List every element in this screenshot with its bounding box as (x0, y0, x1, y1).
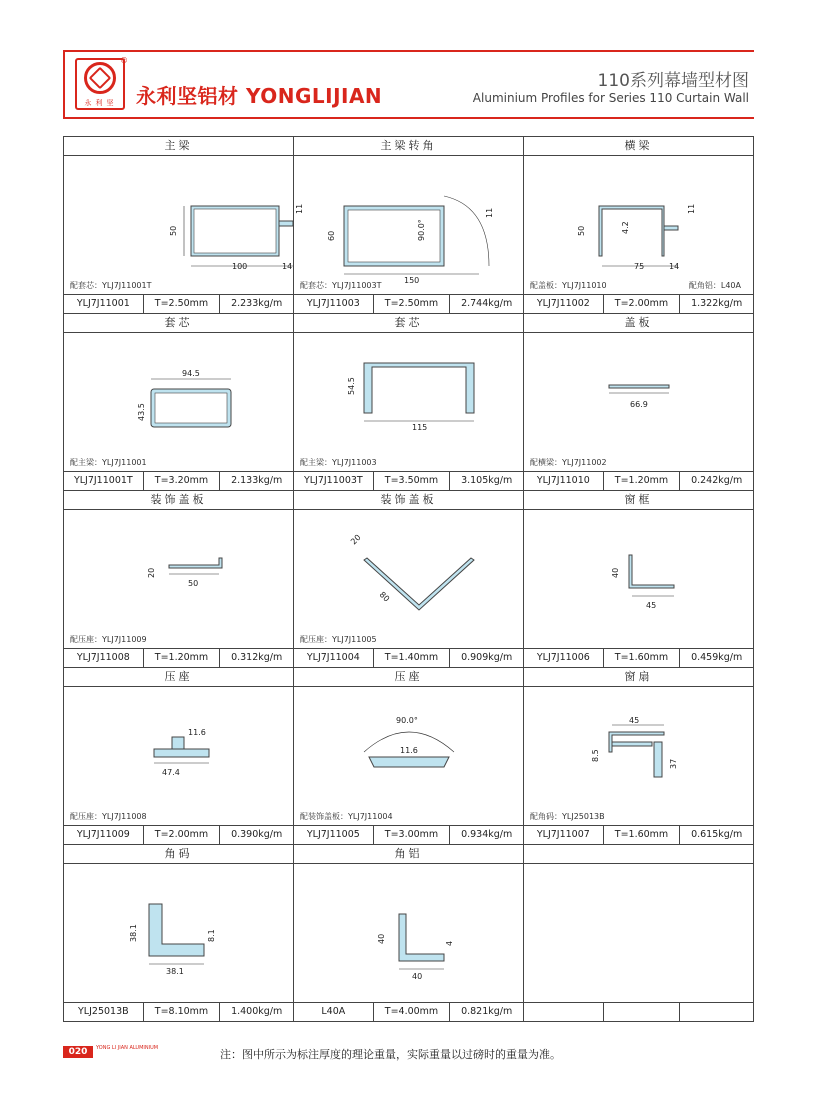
profile-cell (63, 490, 294, 668)
profile-row (63, 490, 754, 667)
svg-text:45: 45 (646, 601, 657, 610)
profile-note: 配压座：YLJ7J11005 (300, 635, 377, 644)
profile-weight: 0.312kg/m (231, 652, 283, 663)
profile-drawing (524, 156, 753, 294)
profile-drawing (64, 510, 293, 648)
profile-diagram (294, 687, 525, 825)
profile-code: YLJ7J11008 (64, 649, 144, 667)
profile-title: 横梁 (524, 137, 753, 156)
profile-weight: 2.233kg/m (231, 298, 283, 309)
svg-text:8.5: 8.5 (591, 749, 600, 762)
profile-note: 配套芯：YLJ7J11001T (70, 281, 152, 290)
profile-diagram (524, 333, 755, 471)
profile-code: YLJ7J11007 (524, 826, 604, 844)
svg-text:38.1: 38.1 (166, 967, 184, 976)
profile-drawing (294, 333, 523, 471)
profile-title: 角铝 (294, 845, 523, 864)
profile-title: 窗扇 (524, 668, 753, 687)
profile-drawing (64, 687, 293, 825)
svg-text:50: 50 (577, 225, 586, 236)
svg-text:14: 14 (669, 262, 680, 271)
profile-thickness: T=1.60mm (604, 826, 681, 844)
profile-diagram (64, 510, 295, 648)
profile-drawing (294, 510, 523, 648)
profile-drawing (294, 156, 523, 294)
profile-thickness: T=1.20mm (144, 649, 221, 667)
profile-drawing (294, 687, 523, 825)
footer-note: 注：图中所示为标注厚度的理论重量，实际重量以过磅时的重量为准。 (220, 1048, 561, 1061)
profile-cell (63, 667, 294, 845)
profile-title: 套芯 (64, 314, 293, 333)
profile-cell (523, 490, 754, 668)
profile-weight: 0.242kg/m (691, 475, 743, 486)
profile-note: 配压座：YLJ7J11008 (70, 812, 147, 821)
profile-drawing (64, 156, 304, 294)
profile-thickness: T=1.20mm (604, 472, 681, 490)
brand-name: 永利坚铝材 YONGLIJIAN (136, 84, 383, 108)
svg-text:40: 40 (611, 567, 620, 578)
profile-drawing (294, 864, 523, 1002)
profile-code: YLJ7J11003 (294, 295, 374, 313)
profile-weight: 2.744kg/m (461, 298, 513, 309)
profile-weight: 0.459kg/m (691, 652, 743, 663)
profile-cell (63, 313, 294, 491)
profile-note: 配角码：YLJ25013B (530, 812, 605, 821)
svg-text:150: 150 (404, 276, 420, 285)
profile-diagram (524, 687, 755, 825)
svg-text:4.2: 4.2 (621, 221, 630, 234)
svg-text:37: 37 (669, 758, 678, 769)
profile-thickness: T=1.60mm (604, 649, 681, 667)
profile-spec (524, 825, 753, 844)
profile-note: 配套芯：YLJ7J11003T (300, 281, 382, 290)
profile-cell (293, 490, 524, 668)
profile-row (63, 844, 754, 1021)
profile-code: YLJ7J11005 (294, 826, 374, 844)
profile-diagram (294, 333, 525, 471)
svg-text:20: 20 (349, 532, 363, 547)
profile-code: YLJ25013B (64, 1003, 144, 1021)
profile-code (524, 1003, 604, 1021)
profile-cell (523, 313, 754, 491)
logo-caption: 永利坚 (84, 99, 118, 107)
profile-diagram (294, 864, 525, 1002)
footer-brand: YONG LI JIAN ALUMINIUM (96, 1045, 159, 1051)
svg-text:11: 11 (295, 203, 304, 214)
profile-spec (294, 294, 523, 313)
profile-code: YLJ7J11002 (524, 295, 604, 313)
profile-title: 盖板 (524, 314, 753, 333)
profile-cell (63, 136, 304, 314)
profile-row (63, 667, 754, 844)
profile-spec (524, 471, 753, 490)
profile-title: 主梁转角 (294, 137, 523, 156)
profile-spec (524, 294, 753, 313)
registered-icon: ® (120, 56, 128, 65)
profile-note: 配装饰盖板：YLJ7J11004 (300, 812, 393, 821)
profile-row (63, 136, 754, 313)
profile-drawing (524, 687, 753, 825)
profile-diagram (64, 156, 304, 294)
profile-diagram (64, 333, 295, 471)
profile-weight: 3.105kg/m (461, 475, 513, 486)
profile-thickness: T=4.00mm (374, 1003, 451, 1021)
svg-text:43.5: 43.5 (137, 403, 146, 421)
profile-thickness: T=1.40mm (374, 649, 451, 667)
profile-thickness: T=3.50mm (374, 472, 451, 490)
profile-spec (64, 471, 293, 490)
profile-code: L40A (294, 1003, 374, 1021)
profile-diagram (524, 156, 755, 294)
profile-thickness: T=2.50mm (374, 295, 451, 313)
svg-text:90.0°: 90.0° (396, 716, 418, 725)
profile-code: YLJ7J11009 (64, 826, 144, 844)
profile-diagram (294, 156, 525, 294)
profile-cell (523, 667, 754, 845)
page-title: 110系列幕墙型材图 (597, 71, 749, 91)
profile-code: YLJ7J11003T (294, 472, 374, 490)
profile-spec (64, 1002, 293, 1021)
svg-text:38.1: 38.1 (129, 924, 138, 942)
profile-note: 配压座：YLJ7J11009 (70, 635, 147, 644)
profile-thickness: T=3.20mm (144, 472, 221, 490)
svg-text:11.6: 11.6 (188, 728, 206, 737)
profile-cell (523, 844, 754, 1022)
profile-drawing (524, 333, 753, 471)
profile-grid (63, 136, 754, 1021)
profile-note: 配盖板：YLJ7J11010 (530, 281, 607, 290)
profile-weight: 0.934kg/m (461, 829, 513, 840)
profile-diagram (64, 687, 295, 825)
profile-note-2: 配角铝：L40A (688, 281, 741, 290)
profile-spec (294, 825, 523, 844)
svg-text:94.5: 94.5 (182, 369, 200, 378)
profile-code: YLJ7J11004 (294, 649, 374, 667)
svg-text:47.4: 47.4 (162, 768, 180, 777)
svg-text:11: 11 (687, 203, 696, 214)
svg-text:4: 4 (445, 940, 454, 946)
header-left-line (63, 50, 65, 119)
svg-text:11.6: 11.6 (400, 746, 418, 755)
svg-text:75: 75 (634, 262, 645, 271)
profile-spec (294, 648, 523, 667)
profile-note: 配横梁：YLJ7J11002 (530, 458, 607, 467)
page-number: 020 (63, 1046, 93, 1058)
profile-spec (64, 294, 293, 313)
profile-spec (294, 1002, 523, 1021)
profile-title: 角码 (64, 845, 293, 864)
profile-cell (293, 313, 524, 491)
profile-weight: 1.322kg/m (691, 298, 743, 309)
svg-text:50: 50 (188, 579, 199, 588)
svg-text:66.9: 66.9 (630, 400, 648, 409)
profile-spec (64, 648, 293, 667)
profile-code: YLJ7J11001T (64, 472, 144, 490)
profile-code: YLJ7J11001 (64, 295, 144, 313)
profile-title: 压座 (294, 668, 523, 687)
svg-text:45: 45 (629, 716, 640, 725)
profile-code: YLJ7J11010 (524, 472, 604, 490)
profile-thickness: T=8.10mm (144, 1003, 221, 1021)
profile-cell (523, 136, 754, 314)
svg-text:11: 11 (485, 207, 494, 218)
profile-drawing (64, 333, 293, 471)
svg-text:100: 100 (232, 262, 248, 271)
profile-diagram (524, 864, 755, 1002)
svg-text:14: 14 (282, 262, 293, 271)
profile-spec (524, 648, 753, 667)
profile-title: 装饰盖板 (64, 491, 293, 510)
profile-code: YLJ7J11006 (524, 649, 604, 667)
profile-title: 压座 (64, 668, 293, 687)
profile-title (524, 845, 753, 864)
profile-row (63, 313, 754, 490)
svg-text:40: 40 (412, 972, 423, 981)
profile-weight: 1.400kg/m (231, 1006, 283, 1017)
header-bottom-line (63, 117, 754, 119)
profile-cell (63, 844, 294, 1022)
profile-thickness: T=3.00mm (374, 826, 451, 844)
profile-title: 装饰盖板 (294, 491, 523, 510)
profile-spec (64, 825, 293, 844)
profile-diagram (294, 510, 525, 648)
svg-text:80: 80 (377, 590, 392, 604)
profile-weight (680, 1003, 753, 1021)
svg-text:115: 115 (412, 423, 428, 432)
svg-text:40: 40 (377, 933, 386, 944)
profile-note: 配主梁：YLJ7J11003 (300, 458, 377, 467)
profile-thickness: T=2.50mm (144, 295, 221, 313)
profile-drawing (524, 510, 753, 648)
profile-drawing (64, 864, 293, 1002)
profile-spec (294, 471, 523, 490)
profile-thickness: T=2.00mm (604, 295, 681, 313)
page-subtitle: Aluminium Profiles for Series 110 Curtain Wall (472, 91, 749, 105)
profile-drawing (524, 864, 753, 1002)
header-top-line (63, 50, 754, 52)
profile-weight: 2.133kg/m (231, 475, 283, 486)
svg-text:50: 50 (169, 225, 178, 236)
profile-weight: 0.390kg/m (231, 829, 283, 840)
profile-thickness (604, 1003, 681, 1021)
profile-thickness: T=2.00mm (144, 826, 221, 844)
profile-cell (293, 136, 524, 314)
svg-text:20: 20 (147, 567, 156, 578)
svg-text:90.0°: 90.0° (417, 219, 426, 241)
profile-title: 窗框 (524, 491, 753, 510)
profile-diagram (64, 864, 295, 1002)
svg-text:54.5: 54.5 (347, 377, 356, 395)
profile-title: 主梁 (64, 137, 293, 156)
profile-weight: 0.821kg/m (461, 1006, 513, 1017)
profile-title: 套芯 (294, 314, 523, 333)
svg-text:8.1: 8.1 (207, 929, 216, 942)
profile-cell (293, 667, 524, 845)
profile-weight: 0.615kg/m (691, 829, 743, 840)
svg-text:60: 60 (327, 230, 336, 241)
profile-weight: 0.909kg/m (461, 652, 513, 663)
profile-note: 配主梁：YLJ7J11001 (70, 458, 147, 467)
profile-diagram (524, 510, 755, 648)
profile-spec (524, 1002, 753, 1021)
profile-cell (293, 844, 524, 1022)
